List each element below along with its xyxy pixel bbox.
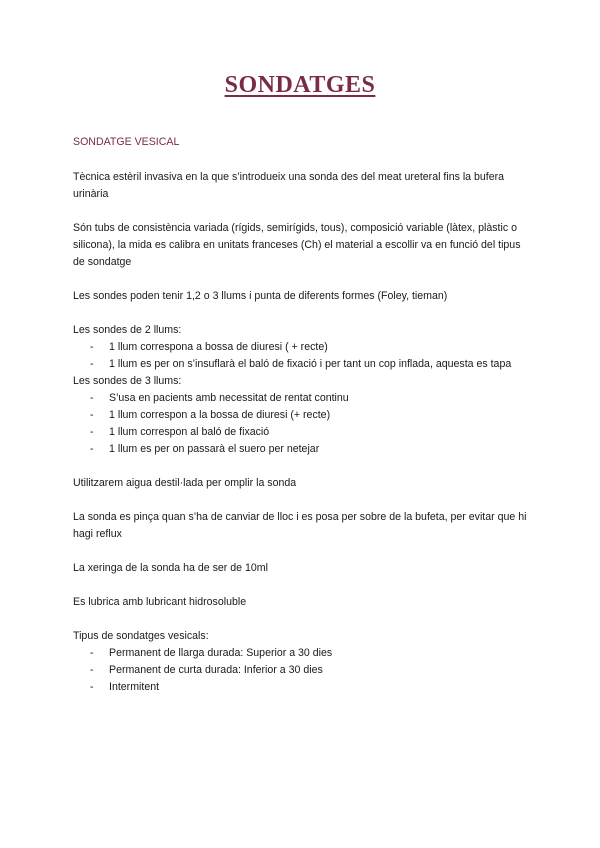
types-intro: Tipus de sondatges vesicals:: [73, 630, 209, 642]
list-item: - 1 llum correspon al baló de fixació: [73, 424, 533, 441]
paragraph-lubricant: Es lubrica amb lubricant hidrosoluble: [73, 596, 247, 608]
list-item: - 1 llum es per on s’insuflarà el baló de fixació i per tant un cop inflada, aquesta es tapa: [73, 356, 533, 373]
paragraph-definition: Tècnica estèril invasiva en la que s’introdueix una sonda des del meat ureteral fins la bufera urinària: [73, 171, 505, 200]
dash-bullet: -: [90, 426, 94, 438]
two-lumen-list: [73, 339, 533, 373]
paragraph-clamp: La sonda es pinça quan s’ha de canviar de lloc i es posa per sobre de la bufeta, per evitar que hi hagi reflux: [73, 511, 527, 540]
document-content: [73, 134, 533, 696]
three-lumen-intro: Les sondes de 3 llums:: [73, 375, 182, 387]
paragraph-syringe: La xeringa de la sonda ha de ser de 10ml: [73, 562, 268, 574]
dash-bullet: -: [90, 409, 94, 421]
three-lumen-list: [73, 390, 533, 458]
section-title: SONDATGE VESICAL: [73, 136, 180, 148]
page-title: SONDATGES: [224, 72, 376, 98]
list-item: - Permanent de llarga durada: Superior a 30 dies: [73, 645, 533, 662]
types-list: [73, 645, 533, 696]
list-item: - Permanent de curta durada: Inferior a 30 dies: [73, 662, 533, 679]
list-item: - 1 llum correspon a la bossa de diuresi (+ recte): [73, 407, 533, 424]
dash-bullet: -: [90, 443, 94, 455]
paragraph-tubes: Són tubs de consistència variada (rígids, semirígids, tous), composició variable (làtex, plàstic o silicona), la mida es calibra en unitats franceses (Ch) el material a escollir va en funció del tipus de sondatge: [73, 222, 521, 268]
list-item: - 1 llum es per on passarà el suero per netejar: [73, 441, 533, 458]
paragraph-lumens: Les sondes poden tenir 1,2 o 3 llums i punta de diferents formes (Foley, tieman): [73, 290, 448, 302]
paragraph-water: Utilitzarem aigua destil·lada per omplir la sonda: [73, 477, 297, 489]
list-item: - Intermitent: [73, 679, 533, 696]
two-lumen-intro: Les sondes de 2 llums:: [73, 324, 182, 336]
dash-bullet: -: [90, 647, 94, 659]
dash-bullet: -: [90, 681, 94, 693]
list-item: - S’usa en pacients amb necessitat de rentat continu: [73, 390, 533, 407]
list-item: - 1 llum correspona a bossa de diuresi ( + recte): [73, 339, 533, 356]
dash-bullet: -: [90, 341, 94, 353]
dash-bullet: -: [90, 392, 94, 404]
dash-bullet: -: [90, 664, 94, 676]
dash-bullet: -: [90, 358, 94, 370]
